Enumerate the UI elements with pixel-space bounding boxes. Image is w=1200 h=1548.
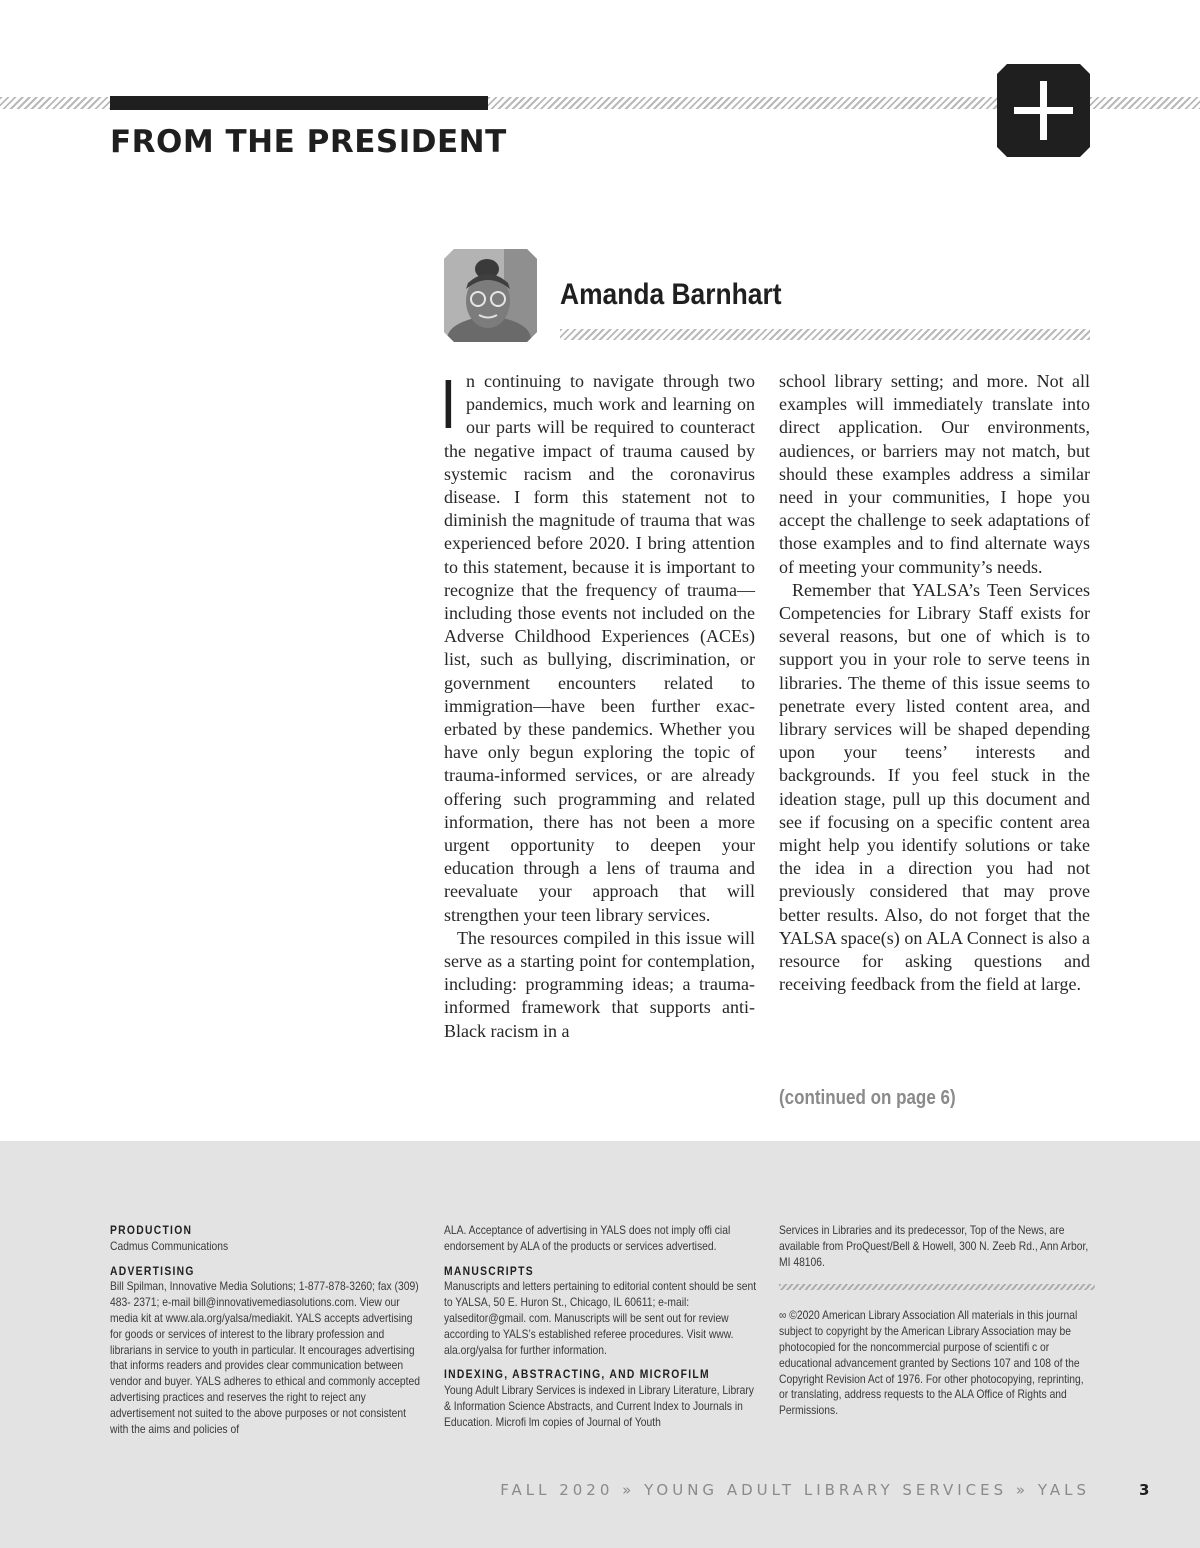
advertising-heading: ADVERTISING (110, 1263, 195, 1278)
author-portrait (444, 249, 537, 342)
page-number: 3 (1139, 1481, 1150, 1499)
article-column-1 (443, 365, 755, 1043)
article-paragraph: Remember that YALSA’s Teen Services Competencies for Library Staff exists for several reasons, but one of which is to support you in your role to serve teens in libraries. The theme of this issue seems to penetrate every listed content area, and library services will be shaped depending upon your teens’ interests and backgrounds. If you feel stuck in the ideation stage, pull up this document and see if focusing on a specific content area might help you identify solutions or take the idea in a direction you had not previously considered that may prove better results. Also, do not forget that the YALSA space(s) on ALA Connect is also a resource for asking questions and receiving feedback from the field at large. (779, 579, 1090, 995)
drop-cap: I (443, 365, 454, 443)
advertising-text: Bill Spilman, Innovative Media Solutions; 1-877-878-3260; fax (309) 483- 2371; e-mail bill@innovativemediasolutions.com. View our media kit at www.ala.org/yalsa/mediakit. YALS accepts advertising for goods or services of interest to the library profession and librarians in service to youth in particular. It encourages advertising that informs readers and provides clear communication between vendor and buyer. YALS adheres to ethical and commonly accepted advertising practices and reserves the right to reject any advertisement not suited to the above purposes or not consistent with the aims and policies of (110, 1279, 420, 1436)
masthead-footer (0, 1141, 1200, 1548)
author-hatch (560, 329, 1090, 340)
plus-icon (997, 64, 1090, 157)
indexing-text-continued: Services in Libraries and its predecessor, Top of the News, are available from ProQuest/Bell & Howell, 300 N. Zeeb Rd., Ann Arbor, MI 48106. (779, 1223, 1089, 1269)
header-hatch-right (1090, 97, 1200, 109)
manuscripts-text: Manuscripts and letters pertaining to editorial content should be sent to YALSA, 50 E. Huron St., Chicago, IL 60611; e-mail: yalseditor@gmail. com. Manuscripts will be sent out for review according to YALS’s established referee procedures. Visit www. ala.org/yalsa for further information. (444, 1279, 757, 1357)
article-paragraph: The resources compiled in this issue will serve as a starting point for contemplation, including: programming ideas; a trauma-informed framework that supports anti-Black racism in a (444, 927, 755, 1041)
footer-column-2 (444, 1223, 760, 1431)
author-photo (444, 249, 537, 342)
indexing-text: Young Adult Library Services is indexed in Library Literature, Library & Information Science Abstracts, and Current Index to Journals in Education. Microfi lm copies of Journal of Youth (444, 1383, 754, 1429)
header-hatch-middle (488, 97, 997, 109)
footer-column-1 (110, 1223, 426, 1437)
manuscripts-heading: MANUSCRIPTS (444, 1263, 534, 1278)
header-bar (110, 96, 488, 110)
article-paragraph: school library setting; and more. Not all examples will immediately translate into direct application. Our environments, audiences, or barriers may not match, but should these examples address a similar need in your communities, I hope you accept the challenge to seek adaptations of those examples and to find alternate ways of meeting your community’s needs. (779, 371, 1090, 577)
footer-column-3 (779, 1223, 1095, 1419)
plus-badge (997, 64, 1090, 157)
advertising-text-continued: ALA. Acceptance of advertising in YALS does not imply offi cial endorsement by ALA of the products or services advertised. (444, 1223, 731, 1253)
copyright-text: ∞ ©2020 American Library Association All materials in this journal subject to copyright by the American Library Association may be photocopied for the noncommercial purpose of scientifi c or educational advancement granted by Sections 107 and 108 of the Copyright Revision Act of 1976. For other photocopying, reprinting, or translating, address requests to the ALA Office of Rights and Permissions. (779, 1308, 1084, 1418)
production-text: Cadmus Communications (110, 1238, 229, 1253)
production-heading: PRODUCTION (110, 1223, 193, 1237)
continued-note: (continued on page 6) (779, 1087, 956, 1109)
article-column-2 (779, 370, 1090, 996)
article-paragraph: In continuing to navigate through two pandemics, much work and learning on our parts will be required to counteract the negative impact of trauma caused by systemic racism and the coronavirus disease. I form this statement not to diminish the magnitude of trauma that was experienced before 2020. I bring attention to this statement, because it is important to recognize that the frequency of trauma—including those events not included on the Adverse Childhood Experiences (ACEs) list, such as bullying, discrimination, or government encounters related to immigration—have been further exacerbated by these pandemics. Whether you have only begun exploring the topic of trauma-informed services, or are already offering such programming and related information, there has not been a more urgent opportunity to deepen your education through a lens of trauma and reevaluate your approach that will strengthen your teen library services. (443, 365, 755, 925)
footer-hatch (779, 1284, 1095, 1290)
header-hatch-left (0, 97, 110, 109)
running-footer: FALL 2020 » YOUNG ADULT LIBRARY SERVICES » YALS (500, 1481, 1090, 1499)
section-title: FROM THE PRESIDENT (110, 124, 507, 160)
indexing-heading: INDEXING, ABSTRACTING, AND MICROFILM (444, 1367, 710, 1382)
author-name: Amanda Barnhart (560, 278, 782, 311)
